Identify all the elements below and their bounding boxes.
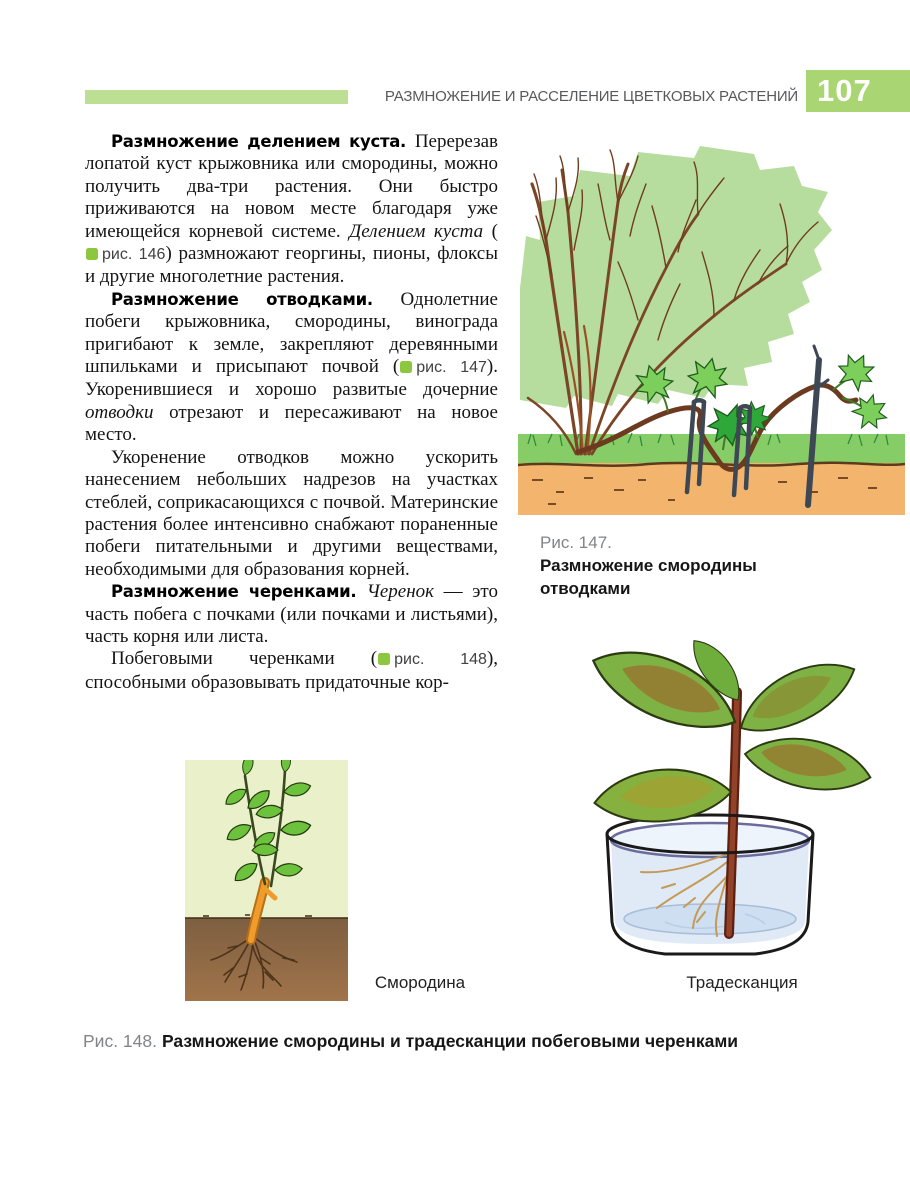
fig148-left-item-label: Смородина [374, 973, 466, 992]
paragraph-text: Побеговыми черенками ( [111, 648, 378, 670]
fig147-caption [540, 531, 830, 600]
foliage-blob [520, 146, 832, 408]
page-number: 107 [817, 73, 872, 108]
figure-marker-icon [378, 653, 390, 665]
page-number-badge [806, 70, 910, 112]
figure-reference [85, 243, 165, 264]
paragraph-text: отрезают и пересаживают на новое место. [85, 401, 498, 446]
running-head-title: РАЗМНОЖЕНИЕ И РАССЕЛЕНИЕ ЦВЕТКОВЫХ РАСТЕНИЙ [384, 88, 798, 105]
paragraph [85, 131, 498, 289]
figure-reference-text: рис. 148 [394, 651, 487, 669]
figure-reference-text: рис. 146 [102, 246, 166, 264]
currant-cutting-drawing [185, 760, 348, 1001]
fig148-caption-title: Размножение смородины и традесканции побеговыми черенками [161, 1031, 739, 1051]
paragraph [85, 447, 498, 581]
paragraph [85, 648, 498, 694]
paragraph-text: ( [483, 220, 498, 242]
fig147-caption-label: Рис. 147. [540, 533, 612, 552]
fig148-currant-cutting-illustration [185, 760, 348, 1001]
figure-marker-icon [86, 248, 98, 260]
paragraph [85, 289, 498, 447]
tradescantia-drawing [545, 622, 875, 967]
fig148-tradescantia-illustration [545, 622, 875, 967]
soil-cross-section [185, 918, 348, 1001]
paragraph-lead-in: Размножение черенками. [111, 582, 367, 602]
paragraph-text: Делением куста [349, 220, 484, 242]
fig147-caption-title: Размножение смородины отводками [540, 556, 757, 598]
glass-bottom-inner [624, 904, 796, 934]
figure-marker-icon [400, 361, 412, 373]
paragraph-text: — это часть побега с почками (или почками и листьями), часть корня или листа. [85, 581, 498, 647]
paragraph-text: Однолетние побеги крыжовника, смородины, винограда пригибают к земле, закрепляют деревянными шпильками и присыпают почвой ( [85, 288, 498, 378]
figure-reference [377, 648, 487, 669]
paragraph-text: ), способными образовывать придаточные кор- [85, 648, 499, 693]
fig148-caption-label: Рис. 148. [83, 1031, 157, 1051]
figure-reference-text: рис. 147 [416, 359, 487, 377]
paragraph [85, 581, 498, 648]
fig148-right-item-label: Традесканция [686, 973, 798, 992]
paragraph-text: Черенок [366, 581, 435, 603]
body-text-column [85, 131, 498, 694]
paragraph-text: отводки [85, 401, 154, 423]
header-green-bar [85, 90, 348, 104]
leaves [583, 632, 875, 830]
paragraph-text: ). Укоренившиеся и хорошо развитые дочерние [85, 356, 498, 401]
fig147-currant-layering-illustration [518, 140, 905, 515]
fig148-caption [83, 1031, 843, 1052]
figure-reference [399, 356, 487, 377]
currant-bush-drawing [518, 140, 905, 515]
paragraph-text: Перерезав лопатой куст крыжовника или смородины, можно получить два-три растения. Они быстро приживаются на новом месте благодаря уже имеющейся корневой системе. [85, 131, 498, 242]
soil-band [518, 463, 905, 515]
paragraph-text: Укоренение отводков можно ускорить нанесением небольших надрезов на участках стеблей, соприкасающихся с почвой. Материнские растения более интенсивно снабжают пораненные побеги питательными и другими веществами, необходимыми для образования корней. [85, 446, 498, 580]
paragraph-lead-in: Размножение отводками. [111, 289, 401, 309]
paragraph-text: ) размножают георгины, пионы, флоксы и другие многолетние растения. [85, 243, 498, 288]
paragraph-lead-in: Размножение делением куста. [111, 132, 415, 151]
